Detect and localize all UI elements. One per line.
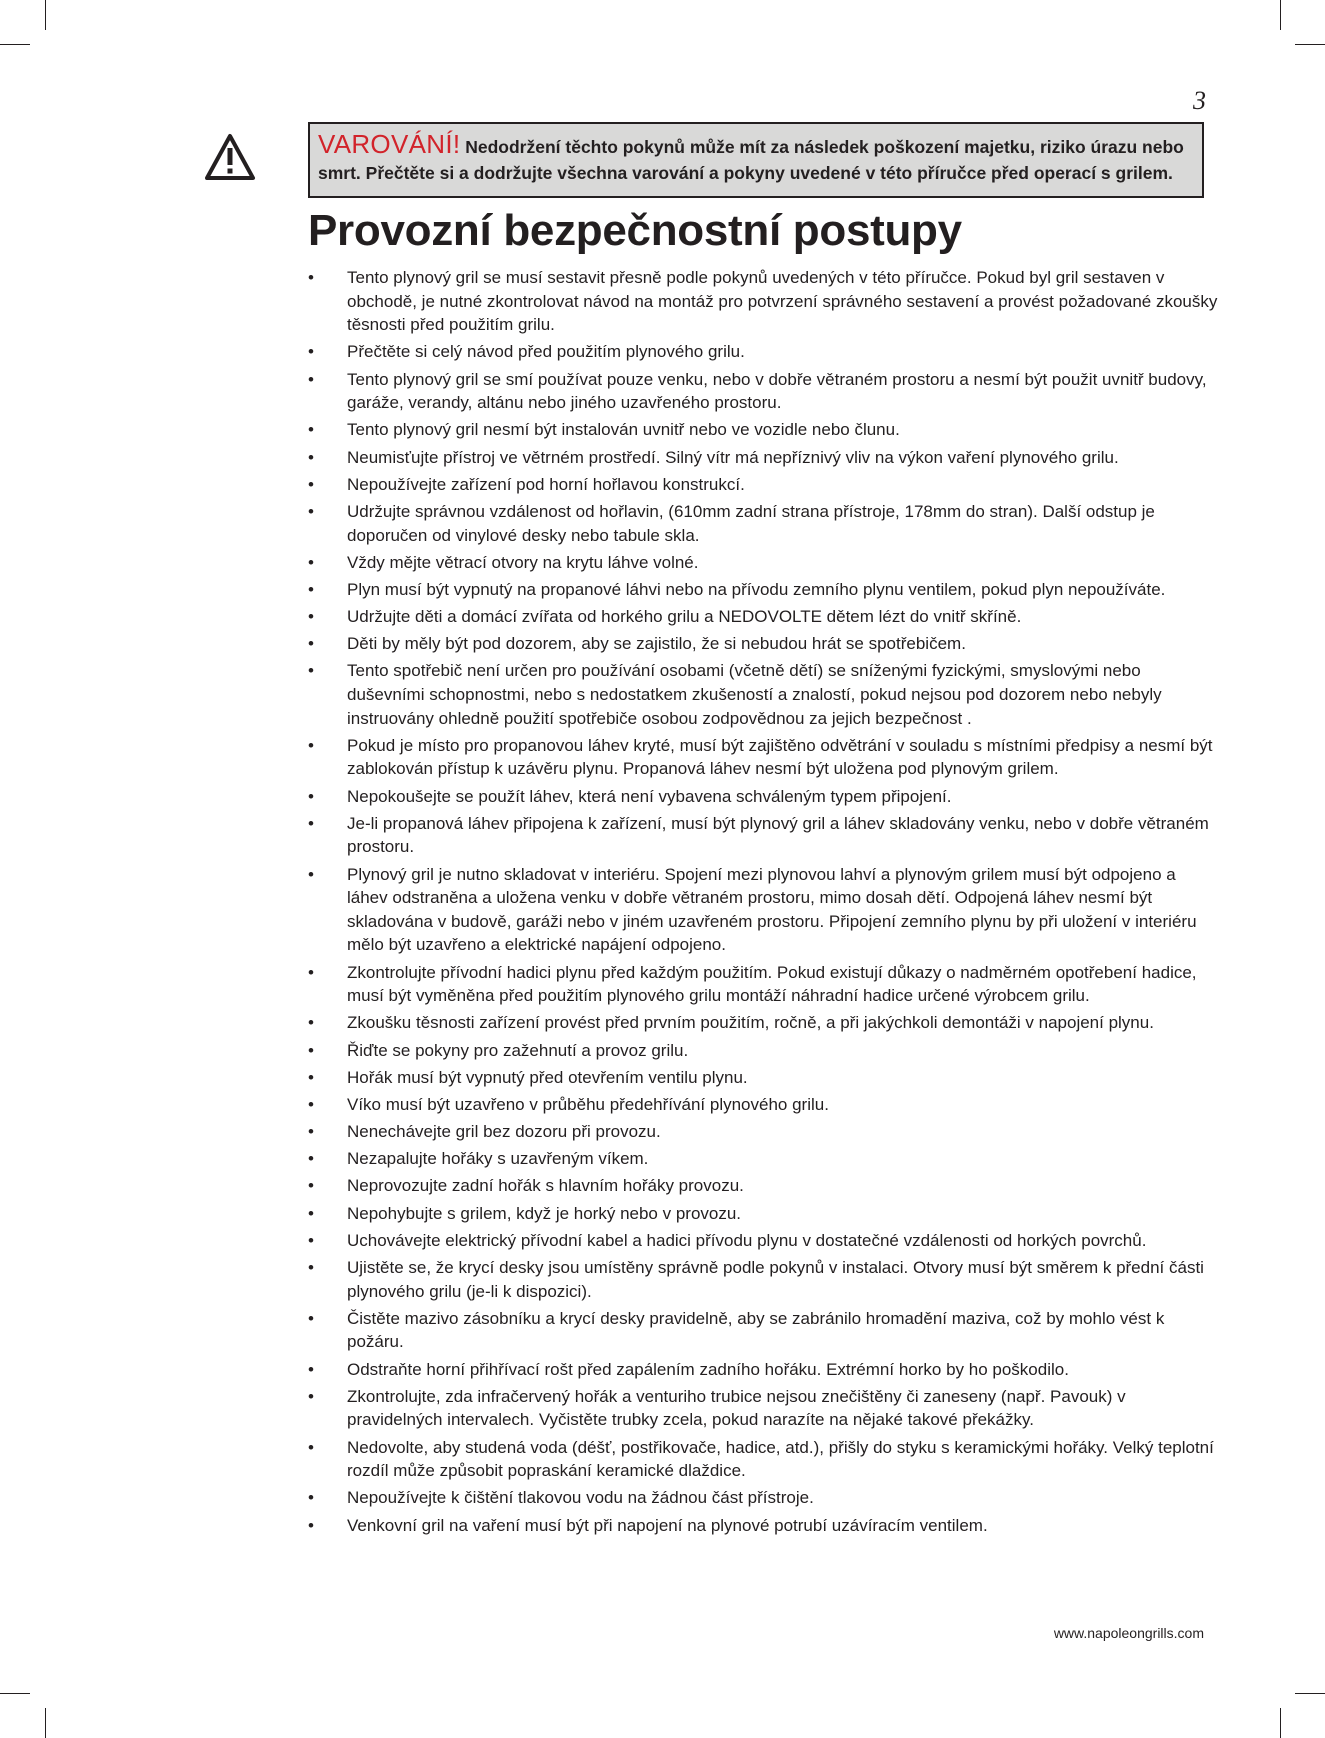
list-item: • Zkontrolujte přívodní hadici plynu před každým použitím. Pokud existují důkazy o nadměrném opotřebení hadice, musí být vyměněna před použitím plynového grilu montáží náhradní hadice určené výrobcem grilu. bbox=[308, 961, 1220, 1008]
crop-mark bbox=[0, 1693, 30, 1694]
warning-triangle-icon bbox=[204, 133, 256, 181]
list-item: • Nepokoušejte se použít láhev, která není vybavena schváleným typem připojení. bbox=[308, 785, 1220, 809]
list-item: • Odstraňte horní přihřívací rošt před zapálením zadního hořáku. Extrémní horko by ho poškodilo. bbox=[308, 1358, 1220, 1382]
list-item: • Tento plynový gril se musí sestavit přesně podle pokynů uvedených v této příručce. Pokud byl gril sestaven v obchodě, je nutné zkontrolovat návod na montáž pro potvrzení správného sestavení a provést požadované zkoušky těsnosti před použitím grilu. bbox=[308, 266, 1220, 337]
list-item: • Neprovozujte zadní hořák s hlavním hořáky provozu. bbox=[308, 1174, 1220, 1198]
list-item: • Udržujte správnou vzdálenost od hořlavin, (610mm zadní strana přístroje, 178mm do stran). Další odstup je doporučen od vinylové desky nebo tabule skla. bbox=[308, 500, 1220, 547]
list-item: • Tento plynový gril nesmí být instalován uvnitř nebo ve vozidle nebo člunu. bbox=[308, 418, 1220, 442]
crop-mark bbox=[1280, 1708, 1281, 1738]
safety-rules-list bbox=[308, 266, 1220, 1541]
list-item: • Děti by měly být pod dozorem, aby se zajistilo, že si nebudou hrát se spotřebičem. bbox=[308, 632, 1220, 656]
warning-text: Nedodržení těchto pokynů může mít za následek poškození majetku, riziko úrazu nebo smrt. Přečtěte si a dodržujte všechna varování a pokyny uvedené v této příručce před operací s grilem. bbox=[318, 137, 1184, 183]
list-item: • Venkovní gril na vaření musí být při napojení na plynové potrubí uzávíracím ventilem. bbox=[308, 1514, 1220, 1538]
list-item: • Vždy mějte větrací otvory na krytu láhve volné. bbox=[308, 551, 1220, 575]
list-item: • Nedovolte, aby studená voda (déšť, postřikovače, hadice, atd.), přišly do styku s keramickými hořáky. Velký teplotní rozdíl může způsobit popraskání keramické dlaždice. bbox=[308, 1436, 1220, 1483]
list-item: • Nepoužívejte k čištění tlakovou vodu na žádnou část přístroje. bbox=[308, 1486, 1220, 1510]
list-item: • Pokud je místo pro propanovou láhev kryté, musí být zajištěno odvětrání v souladu s místními předpisy a nesmí být zablokován přístup k uzávěru plynu. Propanová láhev nesmí být uložena pod plynovým grilem. bbox=[308, 734, 1220, 781]
page-number: 3 bbox=[1193, 86, 1206, 115]
section-title: Provozní bezpečnostní postupy bbox=[308, 206, 962, 255]
crop-mark bbox=[1295, 44, 1325, 45]
list-item: • Neumisťujte přístroj ve větrném prostředí. Silný vítr má nepříznivý vliv na výkon vaření plynového grilu. bbox=[308, 446, 1220, 470]
list-item: • Nepohybujte s grilem, když je horký nebo v provozu. bbox=[308, 1202, 1220, 1226]
list-item: • Je-li propanová láhev připojena k zařízení, musí být plynový gril a láhev skladovány venku, nebo v dobře větraném prostoru. bbox=[308, 812, 1220, 859]
list-item: • Zkontrolujte, zda infračervený hořák a venturiho trubice nejsou znečištěny či zaneseny (např. Pavouk) v pravidelných intervalech. Vyčistěte trubky zcela, pokud narazíte na nějaké takové překážky. bbox=[308, 1385, 1220, 1432]
list-item: • Nezapalujte hořáky s uzavřeným víkem. bbox=[308, 1147, 1220, 1171]
list-item: • Tento spotřebič není určen pro používání osobami (včetně dětí) se sníženými fyzickými, smyslovými nebo duševními schopnostmi, nebo s nedostatkem zkušeností a znalostí, pokud nejsou pod dozorem nebo nebyly instruovány ohledně použití spotřebiče osobou zodpovědnou za jejich bezpečnost . bbox=[308, 659, 1220, 730]
crop-mark bbox=[1280, 0, 1281, 30]
warning-box bbox=[308, 122, 1204, 198]
list-item: • Nenechávejte gril bez dozoru při provozu. bbox=[308, 1120, 1220, 1144]
crop-mark bbox=[45, 0, 46, 30]
list-item: • Plyn musí být vypnutý na propanové láhvi nebo na přívodu zemního plynu ventilem, pokud plyn nepoužíváte. bbox=[308, 578, 1220, 602]
list-item: • Ujistěte se, že krycí desky jsou umístěny správně podle pokynů v instalaci. Otvory musí být směrem k přední části plynového grilu (je-li k dispozici). bbox=[308, 1256, 1220, 1303]
list-item: • Víko musí být uzavřeno v průběhu předehřívání plynového grilu. bbox=[308, 1093, 1220, 1117]
list-item: • Přečtěte si celý návod před použitím plynového grilu. bbox=[308, 340, 1220, 364]
crop-mark bbox=[1295, 1693, 1325, 1694]
list-item: • Zkoušku těsnosti zařízení provést před prvním použitím, ročně, a při jakýchkoli demontáži v napojení plynu. bbox=[308, 1011, 1220, 1035]
list-item: • Udržujte děti a domácí zvířata od horkého grilu a NEDOVOLTE dětem lézt do vnitř skříně. bbox=[308, 605, 1220, 629]
list-item: • Řiďte se pokyny pro zažehnutí a provoz grilu. bbox=[308, 1039, 1220, 1063]
list-item: • Tento plynový gril se smí používat pouze venku, nebo v dobře větraném prostoru a nesmí být použit uvnitř budovy, garáže, verandy, altánu nebo jiného uzavřeného prostoru. bbox=[308, 368, 1220, 415]
footer-url: www.napoleongrills.com bbox=[1053, 1625, 1204, 1641]
warning-label: VAROVÁNÍ! bbox=[318, 129, 461, 159]
crop-mark bbox=[45, 1708, 46, 1738]
list-item: • Uchovávejte elektrický přívodní kabel a hadici přívodu plynu v dostatečné vzdálenosti od horkých povrchů. bbox=[308, 1229, 1220, 1253]
list-item: • Hořák musí být vypnutý před otevřením ventilu plynu. bbox=[308, 1066, 1220, 1090]
list-item: • Nepoužívejte zařízení pod horní hořlavou konstrukcí. bbox=[308, 473, 1220, 497]
crop-mark bbox=[0, 44, 30, 45]
list-item: • Čistěte mazivo zásobníku a krycí desky pravidelně, aby se zabránilo hromadění maziva, což by mohlo vést k požáru. bbox=[308, 1307, 1220, 1354]
list-item: • Plynový gril je nutno skladovat v interiéru. Spojení mezi plynovou lahví a plynovým grilem musí být odpojeno a láhev odstraněna a uložena venku v dobře větraném prostoru, mimo dosah dětí. Odpojená láhev nesmí být skladována v budově, garáži nebo v jiném uzavřeném prostoru. Připojení zemního plynu by při uložení v interiéru mělo být uzavřeno a elektrické napájení odpojeno. bbox=[308, 863, 1220, 957]
